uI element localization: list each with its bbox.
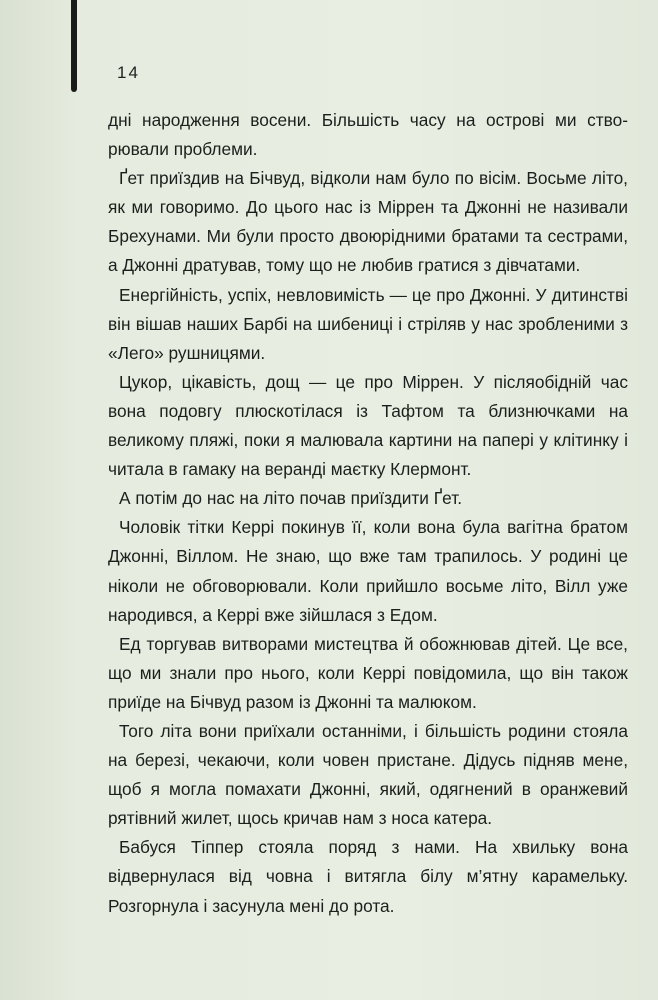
paragraph-3: Енергійність, успіх, невловимість — це про Джонні. У дитинстві він вішав наших Барбі на шибениці і стріляв у нас зробленими з «Лего» рушницями.	[108, 284, 628, 363]
paragraph-2: Ґет приїздив на Бічвуд, відколи нам було по вісім. Восьме літо, як ми говоримо. До цього нас із Міррен та Джонні не називали Брехунами. Ми були просто двоюрідними братами та сестрами, а Джонні дратував, тому що не любив гратися з дівчатами.	[108, 168, 628, 276]
paragraph-1: дні народження восени. Більшість часу на острові ми створювали проблеми.	[108, 110, 628, 160]
body-text	[108, 106, 628, 921]
paragraph-9: Бабуся Тіппер стояла поряд з нами. На хвильку вона відвернулася від човна і витягла білу м’ятну карамельку. Розгорнула і засунула мені до рота.	[108, 837, 628, 916]
page-edge-mark	[71, 0, 77, 92]
paragraph-5: А потім до нас на літо почав приїздити Ґет.	[119, 488, 462, 509]
paragraph-4: Цукор, цікавість, дощ — це про Міррен. У післяобідній час вона подовгу плюскотілася із Тафтом та близнючками на великому пляжі, поки я малювала картини на папері у клітинку і читала в гамаку на веранді маєтку Клермонт.	[108, 371, 628, 480]
paragraph-7: Ед торгував витворами мистецтва й обожнював дітей. Це все, що ми знали про нього, коли Керрі повідомила, що він також приїде на Бічвуд разом із Джонні та малюком.	[108, 633, 628, 712]
paragraph-6: Чоловік тітки Керрі покинув її, коли вона була вагітна братом Джонні, Віллом. Не знаю, що вже там трапилось. У родині це ніколи не обговорювали. Коли прийшло восьме літо, Вілл уже народився, а Керрі вже зійшлася з Едом.	[108, 517, 628, 625]
page-number: 14	[117, 63, 140, 82]
paragraph-8: Того літа вони приїхали останніми, і більшість родини стояла на березі, чекаючи, коли човен пристане. Дідусь підняв мене, щоб я могла помахати Джонні, який, одягнений в оранжевий рятівний жилет, щось кричав нам з носа катера.	[108, 720, 628, 829]
